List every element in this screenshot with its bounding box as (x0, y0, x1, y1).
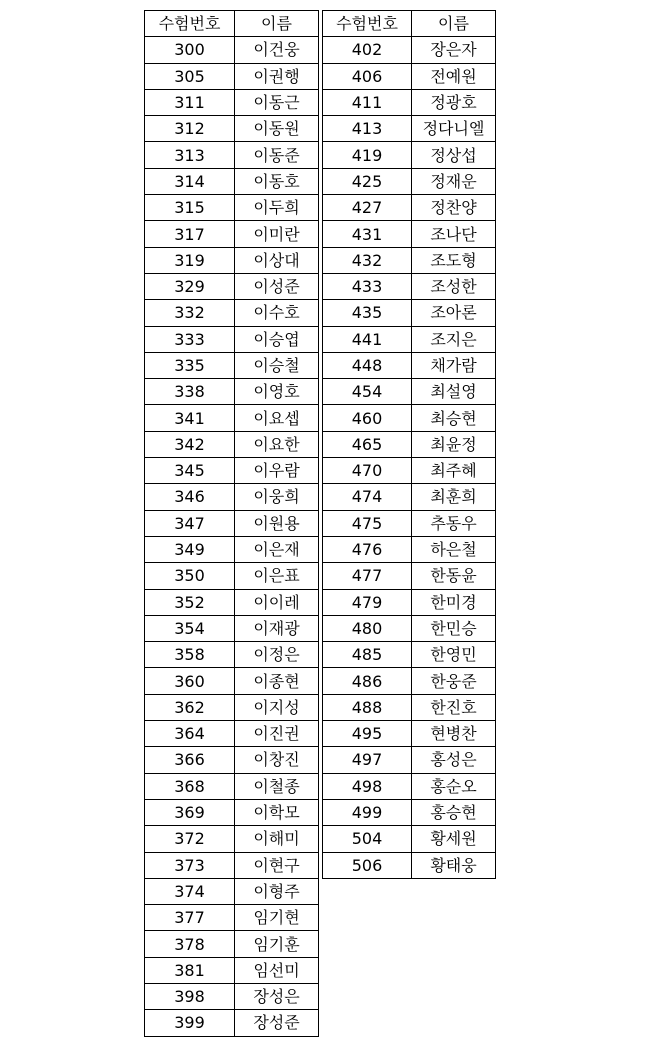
table-row (145, 168, 319, 194)
name-cell: 이동호 (235, 168, 319, 194)
exam-number-cell: 319 (145, 247, 235, 273)
table-row (145, 983, 319, 1009)
table-row (323, 352, 496, 378)
exam-number-cell: 406 (323, 63, 412, 89)
exam-number-cell: 313 (145, 142, 235, 168)
exam-number-cell: 366 (145, 747, 235, 773)
header-exam-number: 수험번호 (145, 11, 235, 37)
table-row (145, 668, 319, 694)
name-cell: 조아론 (412, 300, 496, 326)
name-cell: 이원용 (235, 510, 319, 536)
exam-number-cell: 341 (145, 405, 235, 431)
table-row (145, 563, 319, 589)
table-row (145, 379, 319, 405)
name-cell: 조성한 (412, 273, 496, 299)
exam-number-cell: 474 (323, 484, 412, 510)
exam-number-cell: 377 (145, 905, 235, 931)
name-cell: 한민승 (412, 615, 496, 641)
exam-number-cell: 342 (145, 431, 235, 457)
name-cell: 임기훈 (235, 931, 319, 957)
name-cell: 한진호 (412, 694, 496, 720)
table-row (323, 721, 496, 747)
table-row (323, 510, 496, 536)
table-row (145, 905, 319, 931)
table-row (323, 852, 496, 878)
exam-number-cell: 381 (145, 957, 235, 983)
table-row (323, 379, 496, 405)
exam-number-cell: 506 (323, 852, 412, 878)
exam-number-cell: 470 (323, 458, 412, 484)
exam-number-cell: 504 (323, 826, 412, 852)
name-cell: 하은철 (412, 536, 496, 562)
name-cell: 이진권 (235, 721, 319, 747)
name-cell: 최윤정 (412, 431, 496, 457)
table-row (323, 63, 496, 89)
table-row (145, 221, 319, 247)
exam-number-cell: 441 (323, 326, 412, 352)
table-row (145, 300, 319, 326)
table-row (323, 458, 496, 484)
exam-number-cell: 402 (323, 37, 412, 63)
table-row (145, 878, 319, 904)
name-cell: 이건웅 (235, 37, 319, 63)
name-cell: 이동근 (235, 89, 319, 115)
name-cell: 황세원 (412, 826, 496, 852)
table-row (145, 931, 319, 957)
exam-number-cell: 373 (145, 852, 235, 878)
exam-number-cell: 425 (323, 168, 412, 194)
table-row (323, 300, 496, 326)
name-cell: 이정은 (235, 642, 319, 668)
name-cell: 이우람 (235, 458, 319, 484)
name-cell: 이요한 (235, 431, 319, 457)
exam-number-cell: 431 (323, 221, 412, 247)
table-row (323, 142, 496, 168)
name-cell: 최주혜 (412, 458, 496, 484)
name-cell: 이창진 (235, 747, 319, 773)
exam-number-cell: 448 (323, 352, 412, 378)
exam-number-cell: 305 (145, 63, 235, 89)
table-row (323, 273, 496, 299)
name-cell: 조지은 (412, 326, 496, 352)
table-row (323, 431, 496, 457)
table-row (145, 431, 319, 457)
exam-number-cell: 479 (323, 589, 412, 615)
exam-number-cell: 300 (145, 37, 235, 63)
header-name: 이름 (235, 11, 319, 37)
table-row (323, 195, 496, 221)
name-cell: 이두희 (235, 195, 319, 221)
name-cell: 이승엽 (235, 326, 319, 352)
name-cell: 이은재 (235, 536, 319, 562)
exam-number-cell: 368 (145, 773, 235, 799)
name-cell: 추동우 (412, 510, 496, 536)
name-cell: 최훈희 (412, 484, 496, 510)
exam-number-cell: 362 (145, 694, 235, 720)
name-cell: 이재광 (235, 615, 319, 641)
exam-number-cell: 354 (145, 615, 235, 641)
table-row (145, 589, 319, 615)
name-cell: 홍순오 (412, 773, 496, 799)
name-cell: 이종현 (235, 668, 319, 694)
table-row (145, 799, 319, 825)
exam-number-cell: 315 (145, 195, 235, 221)
name-cell: 이요셉 (235, 405, 319, 431)
table-row (323, 668, 496, 694)
exam-number-cell: 476 (323, 536, 412, 562)
name-cell: 홍성은 (412, 747, 496, 773)
name-cell: 이승철 (235, 352, 319, 378)
table-row (323, 589, 496, 615)
name-cell: 정상섭 (412, 142, 496, 168)
table-row (323, 615, 496, 641)
table-row (323, 116, 496, 142)
table-row (145, 273, 319, 299)
name-cell: 홍승현 (412, 799, 496, 825)
exam-number-cell: 372 (145, 826, 235, 852)
exam-number-cell: 346 (145, 484, 235, 510)
name-cell: 이철종 (235, 773, 319, 799)
table-row (323, 642, 496, 668)
table-row (323, 221, 496, 247)
table-row (145, 826, 319, 852)
name-cell: 한영민 (412, 642, 496, 668)
exam-number-cell: 427 (323, 195, 412, 221)
table-row (145, 747, 319, 773)
exam-number-cell: 347 (145, 510, 235, 536)
table-row (323, 694, 496, 720)
name-cell: 이성준 (235, 273, 319, 299)
table-row (145, 957, 319, 983)
table-row (145, 694, 319, 720)
table-row (323, 826, 496, 852)
exam-number-cell: 498 (323, 773, 412, 799)
exam-number-cell: 314 (145, 168, 235, 194)
exam-number-cell: 364 (145, 721, 235, 747)
table-row (323, 536, 496, 562)
name-cell: 이학모 (235, 799, 319, 825)
exam-number-cell: 499 (323, 799, 412, 825)
exam-number-cell: 475 (323, 510, 412, 536)
exam-number-cell: 419 (323, 142, 412, 168)
table-row (145, 405, 319, 431)
header-name: 이름 (412, 11, 496, 37)
name-cell: 이웅희 (235, 484, 319, 510)
table-row (145, 89, 319, 115)
exam-number-cell: 454 (323, 379, 412, 405)
exam-number-cell: 486 (323, 668, 412, 694)
table-row (145, 773, 319, 799)
header-exam-number: 수험번호 (323, 11, 412, 37)
name-cell: 최승현 (412, 405, 496, 431)
exam-number-cell: 352 (145, 589, 235, 615)
name-cell: 최설영 (412, 379, 496, 405)
table-row (145, 721, 319, 747)
table-row (145, 37, 319, 63)
table-row (323, 747, 496, 773)
name-cell: 정광호 (412, 89, 496, 115)
name-cell: 이해미 (235, 826, 319, 852)
name-cell: 정재운 (412, 168, 496, 194)
exam-number-cell: 480 (323, 615, 412, 641)
exam-number-cell: 335 (145, 352, 235, 378)
table-row (323, 37, 496, 63)
name-cell: 임선미 (235, 957, 319, 983)
exam-number-cell: 413 (323, 116, 412, 142)
name-cell: 한동윤 (412, 563, 496, 589)
exam-number-cell: 497 (323, 747, 412, 773)
table-row (323, 89, 496, 115)
exam-number-cell: 477 (323, 563, 412, 589)
exam-number-cell: 317 (145, 221, 235, 247)
table-row (323, 563, 496, 589)
exam-number-cell: 374 (145, 878, 235, 904)
table-row (323, 484, 496, 510)
table-row (323, 405, 496, 431)
name-cell: 정다니엘 (412, 116, 496, 142)
header-row (323, 11, 496, 37)
name-cell: 채가람 (412, 352, 496, 378)
exam-number-cell: 465 (323, 431, 412, 457)
exam-number-cell: 311 (145, 89, 235, 115)
exam-number-cell: 338 (145, 379, 235, 405)
exam-number-cell: 432 (323, 247, 412, 273)
name-cell: 장성은 (235, 983, 319, 1009)
table-row (145, 642, 319, 668)
name-cell: 이상대 (235, 247, 319, 273)
name-cell: 이미란 (235, 221, 319, 247)
table-row (323, 168, 496, 194)
exam-number-cell: 360 (145, 668, 235, 694)
exam-number-cell: 349 (145, 536, 235, 562)
exam-number-cell: 369 (145, 799, 235, 825)
exam-number-cell: 332 (145, 300, 235, 326)
exam-number-cell: 485 (323, 642, 412, 668)
table-row (145, 615, 319, 641)
name-cell: 현병찬 (412, 721, 496, 747)
name-cell: 이현구 (235, 852, 319, 878)
exam-number-cell: 312 (145, 116, 235, 142)
table-row (145, 116, 319, 142)
table-row (145, 1010, 319, 1036)
exam-number-cell: 460 (323, 405, 412, 431)
name-cell: 이이레 (235, 589, 319, 615)
exam-number-cell: 411 (323, 89, 412, 115)
name-cell: 한웅준 (412, 668, 496, 694)
table-row (323, 247, 496, 273)
table-row (145, 326, 319, 352)
name-cell: 이수호 (235, 300, 319, 326)
name-cell: 이동준 (235, 142, 319, 168)
name-cell: 이형주 (235, 878, 319, 904)
table-row (145, 510, 319, 536)
table-row (145, 63, 319, 89)
table-row (323, 799, 496, 825)
exam-number-cell: 329 (145, 273, 235, 299)
name-cell: 조나단 (412, 221, 496, 247)
table-row (145, 536, 319, 562)
exam-number-cell: 358 (145, 642, 235, 668)
table-row (145, 142, 319, 168)
table-row (145, 458, 319, 484)
name-cell: 이동원 (235, 116, 319, 142)
exam-number-cell: 488 (323, 694, 412, 720)
name-cell: 한미경 (412, 589, 496, 615)
name-cell: 이은표 (235, 563, 319, 589)
name-cell: 이영호 (235, 379, 319, 405)
exam-number-cell: 333 (145, 326, 235, 352)
exam-number-cell: 399 (145, 1010, 235, 1036)
table-row (145, 352, 319, 378)
table-row (145, 852, 319, 878)
name-cell: 전예원 (412, 63, 496, 89)
exam-number-cell: 433 (323, 273, 412, 299)
exam-number-cell: 345 (145, 458, 235, 484)
exam-number-cell: 435 (323, 300, 412, 326)
name-cell: 조도형 (412, 247, 496, 273)
exam-number-cell: 378 (145, 931, 235, 957)
exam-number-cell: 398 (145, 983, 235, 1009)
header-row (145, 11, 319, 37)
roster-table-left (144, 10, 319, 1037)
name-cell: 이지성 (235, 694, 319, 720)
name-cell: 임기현 (235, 905, 319, 931)
table-row (145, 195, 319, 221)
table-row (145, 484, 319, 510)
name-cell: 이권행 (235, 63, 319, 89)
name-cell: 황태웅 (412, 852, 496, 878)
table-row (323, 326, 496, 352)
exam-number-cell: 350 (145, 563, 235, 589)
name-cell: 장성준 (235, 1010, 319, 1036)
name-cell: 정찬양 (412, 195, 496, 221)
exam-number-cell: 495 (323, 721, 412, 747)
roster-table-right (322, 10, 496, 879)
table-row (145, 247, 319, 273)
name-cell: 장은자 (412, 37, 496, 63)
table-row (323, 773, 496, 799)
